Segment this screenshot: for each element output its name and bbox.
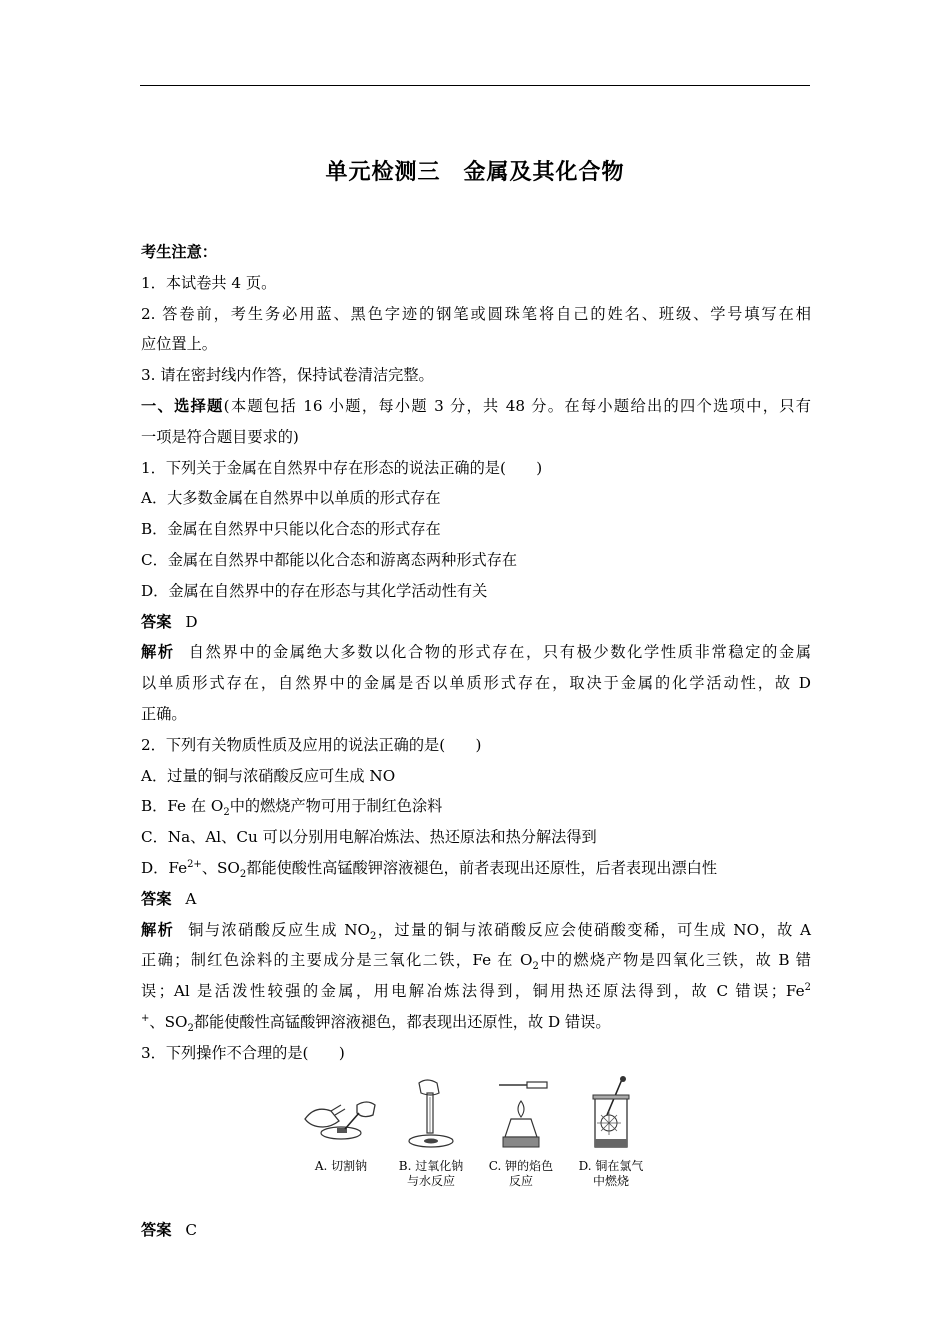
q2-analysis-3 bbox=[141, 976, 811, 1007]
figure-a-caption: A. 切割钠 bbox=[314, 1158, 368, 1173]
notice-heading: 考生注意： bbox=[141, 243, 217, 261]
answer-label: 答案 bbox=[141, 1220, 172, 1239]
q2-a1-sub: 2 bbox=[369, 930, 377, 942]
figure-d bbox=[571, 1075, 651, 1189]
q2-a2-pre: 正确；制红色涂料的主要成分是三氧化二铁，Fe 在 O bbox=[141, 951, 533, 970]
notice-item-2: 2. 答卷前，考生务必用蓝、黑色字迹的钢笔或圆珠笔将自己的姓名、班级、学号填写在相 bbox=[141, 304, 811, 323]
q2-d-sup: 2+ bbox=[187, 858, 202, 870]
q1-option-c: C．金属在自然界中都能以化合态和游离态两种形式存在 bbox=[141, 550, 518, 569]
q2-a4-post: 都能使酸性高锰酸钾溶液褪色，都表现出还原性，故 D 错误。 bbox=[193, 1012, 611, 1031]
q2-b-post: 中的燃烧产物可用于制红色涂料 bbox=[229, 797, 443, 816]
q1-answer bbox=[141, 607, 811, 638]
section-desc-cont: 一项是符合题目要求的) bbox=[141, 427, 299, 446]
answer-value: D bbox=[185, 612, 198, 631]
figure-c-caption: C. 钾的焰色 反应 bbox=[488, 1158, 554, 1188]
q2-a4-sub: 2 bbox=[187, 1022, 194, 1034]
q3-stem: 3．下列操作不合理的是( ) bbox=[141, 1043, 345, 1062]
q2-option-b bbox=[141, 791, 811, 822]
q2-stem: 2．下列有关物质性质及应用的说法正确的是( ) bbox=[141, 735, 482, 754]
q3-figure bbox=[141, 1075, 811, 1215]
q2-analysis-1 bbox=[141, 915, 811, 946]
figure-a bbox=[301, 1075, 381, 1174]
q2-a4-pre: + bbox=[141, 1012, 150, 1024]
q2-a4-mid: 、SO bbox=[149, 1012, 188, 1031]
q2-option-c: C．Na、Al、Cu 可以分别用电解冶炼法、热还原法和热分解法得到 bbox=[141, 828, 597, 847]
q2-d-pre: D．Fe bbox=[141, 858, 188, 877]
q2-a2-sub: 2 bbox=[532, 961, 539, 973]
analysis-label: 解析 bbox=[141, 920, 175, 939]
q2-a2-post: 中的燃烧产物是四氧化三铁，故 B 错 bbox=[538, 951, 811, 970]
answer-value: C bbox=[185, 1220, 197, 1239]
potassium-flame-test-illustration bbox=[481, 1075, 561, 1155]
section-heading: 一、选择题 bbox=[141, 396, 224, 415]
page-title: 单元检测三 金属及其化合物 bbox=[325, 160, 625, 185]
q2-b-sub: 2 bbox=[223, 807, 230, 819]
q2-option-a: A．过量的铜与浓硝酸反应可生成 NO bbox=[141, 766, 396, 785]
q2-a3-pre: 误；Al 是活泼性较强的金属，用电解冶炼法得到，铜用热还原法得到，故 C 错误；Fe bbox=[141, 982, 805, 1001]
answer-label: 答案 bbox=[141, 612, 172, 631]
figure-d-caption: D. 铜在氯气 中燃烧 bbox=[578, 1158, 644, 1188]
q2-answer bbox=[141, 884, 811, 915]
q2-d-sub: 2 bbox=[239, 868, 247, 880]
section-desc: (本题包括 16 小题，每小题 3 分，共 48 分。在每小题给出的四个选项中，只有 bbox=[223, 396, 811, 415]
q2-b-pre: B．Fe 在 O bbox=[141, 797, 224, 816]
figure-c bbox=[481, 1075, 561, 1189]
header-rule bbox=[140, 85, 810, 86]
answer-value: A bbox=[185, 889, 197, 908]
q2-d-post: 都能使酸性高锰酸钾溶液褪色，前者表现出还原性，后者表现出漂白性 bbox=[246, 858, 718, 877]
notice-item-3: 3. 请在密封线内作答，保持试卷清洁完整。 bbox=[141, 366, 434, 385]
q1-analysis-2: 以单质形式存在，自然界中的金属是否以单质形式存在，取决于金属的化学活动性，故 D bbox=[141, 674, 811, 693]
figure-b bbox=[391, 1075, 471, 1189]
analysis-text: 自然界中的金属绝大多数以化合物的形式存在，只有极少数化学性质非常稳定的金属 bbox=[188, 643, 812, 662]
sodium-peroxide-water-illustration bbox=[391, 1075, 471, 1155]
q2-analysis-4 bbox=[141, 1007, 811, 1038]
notice-item-1: 1．本试卷共 4 页。 bbox=[141, 273, 277, 292]
q2-a3-sup: 2 bbox=[804, 982, 811, 994]
notice-item-2-cont: 应位置上。 bbox=[141, 335, 217, 354]
q2-option-d bbox=[141, 853, 811, 884]
document-body bbox=[141, 237, 811, 1245]
section-heading-line bbox=[141, 391, 811, 422]
q2-a1-pre: 铜与浓硝酸反应生成 NO bbox=[188, 920, 370, 939]
copper-chlorine-combustion-illustration bbox=[571, 1075, 651, 1155]
q1-option-b: B．金属在自然界中只能以化合态的形式存在 bbox=[141, 520, 441, 539]
q1-analysis-3: 正确。 bbox=[141, 704, 187, 723]
q1-option-d: D．金属在自然界中的存在形态与其化学活动性有关 bbox=[141, 581, 488, 600]
q2-d-mid: 、SO bbox=[201, 858, 240, 877]
q1-analysis-1 bbox=[141, 637, 811, 668]
q2-analysis-2 bbox=[141, 945, 811, 976]
q1-option-a: A．大多数金属在自然界中以单质的形式存在 bbox=[141, 489, 441, 508]
answer-label: 答案 bbox=[141, 889, 172, 908]
figure-b-caption: B. 过氧化钠 与水反应 bbox=[398, 1158, 464, 1188]
cutting-sodium-illustration bbox=[301, 1075, 381, 1155]
q1-stem: 1．下列关于金属在自然界中存在形态的说法正确的是( ) bbox=[141, 458, 543, 477]
q3-answer bbox=[141, 1215, 811, 1246]
analysis-label: 解析 bbox=[141, 643, 175, 662]
q2-a1-post: ，过量的铜与浓硝酸反应会使硝酸变稀，可生成 NO，故 A bbox=[376, 920, 811, 939]
